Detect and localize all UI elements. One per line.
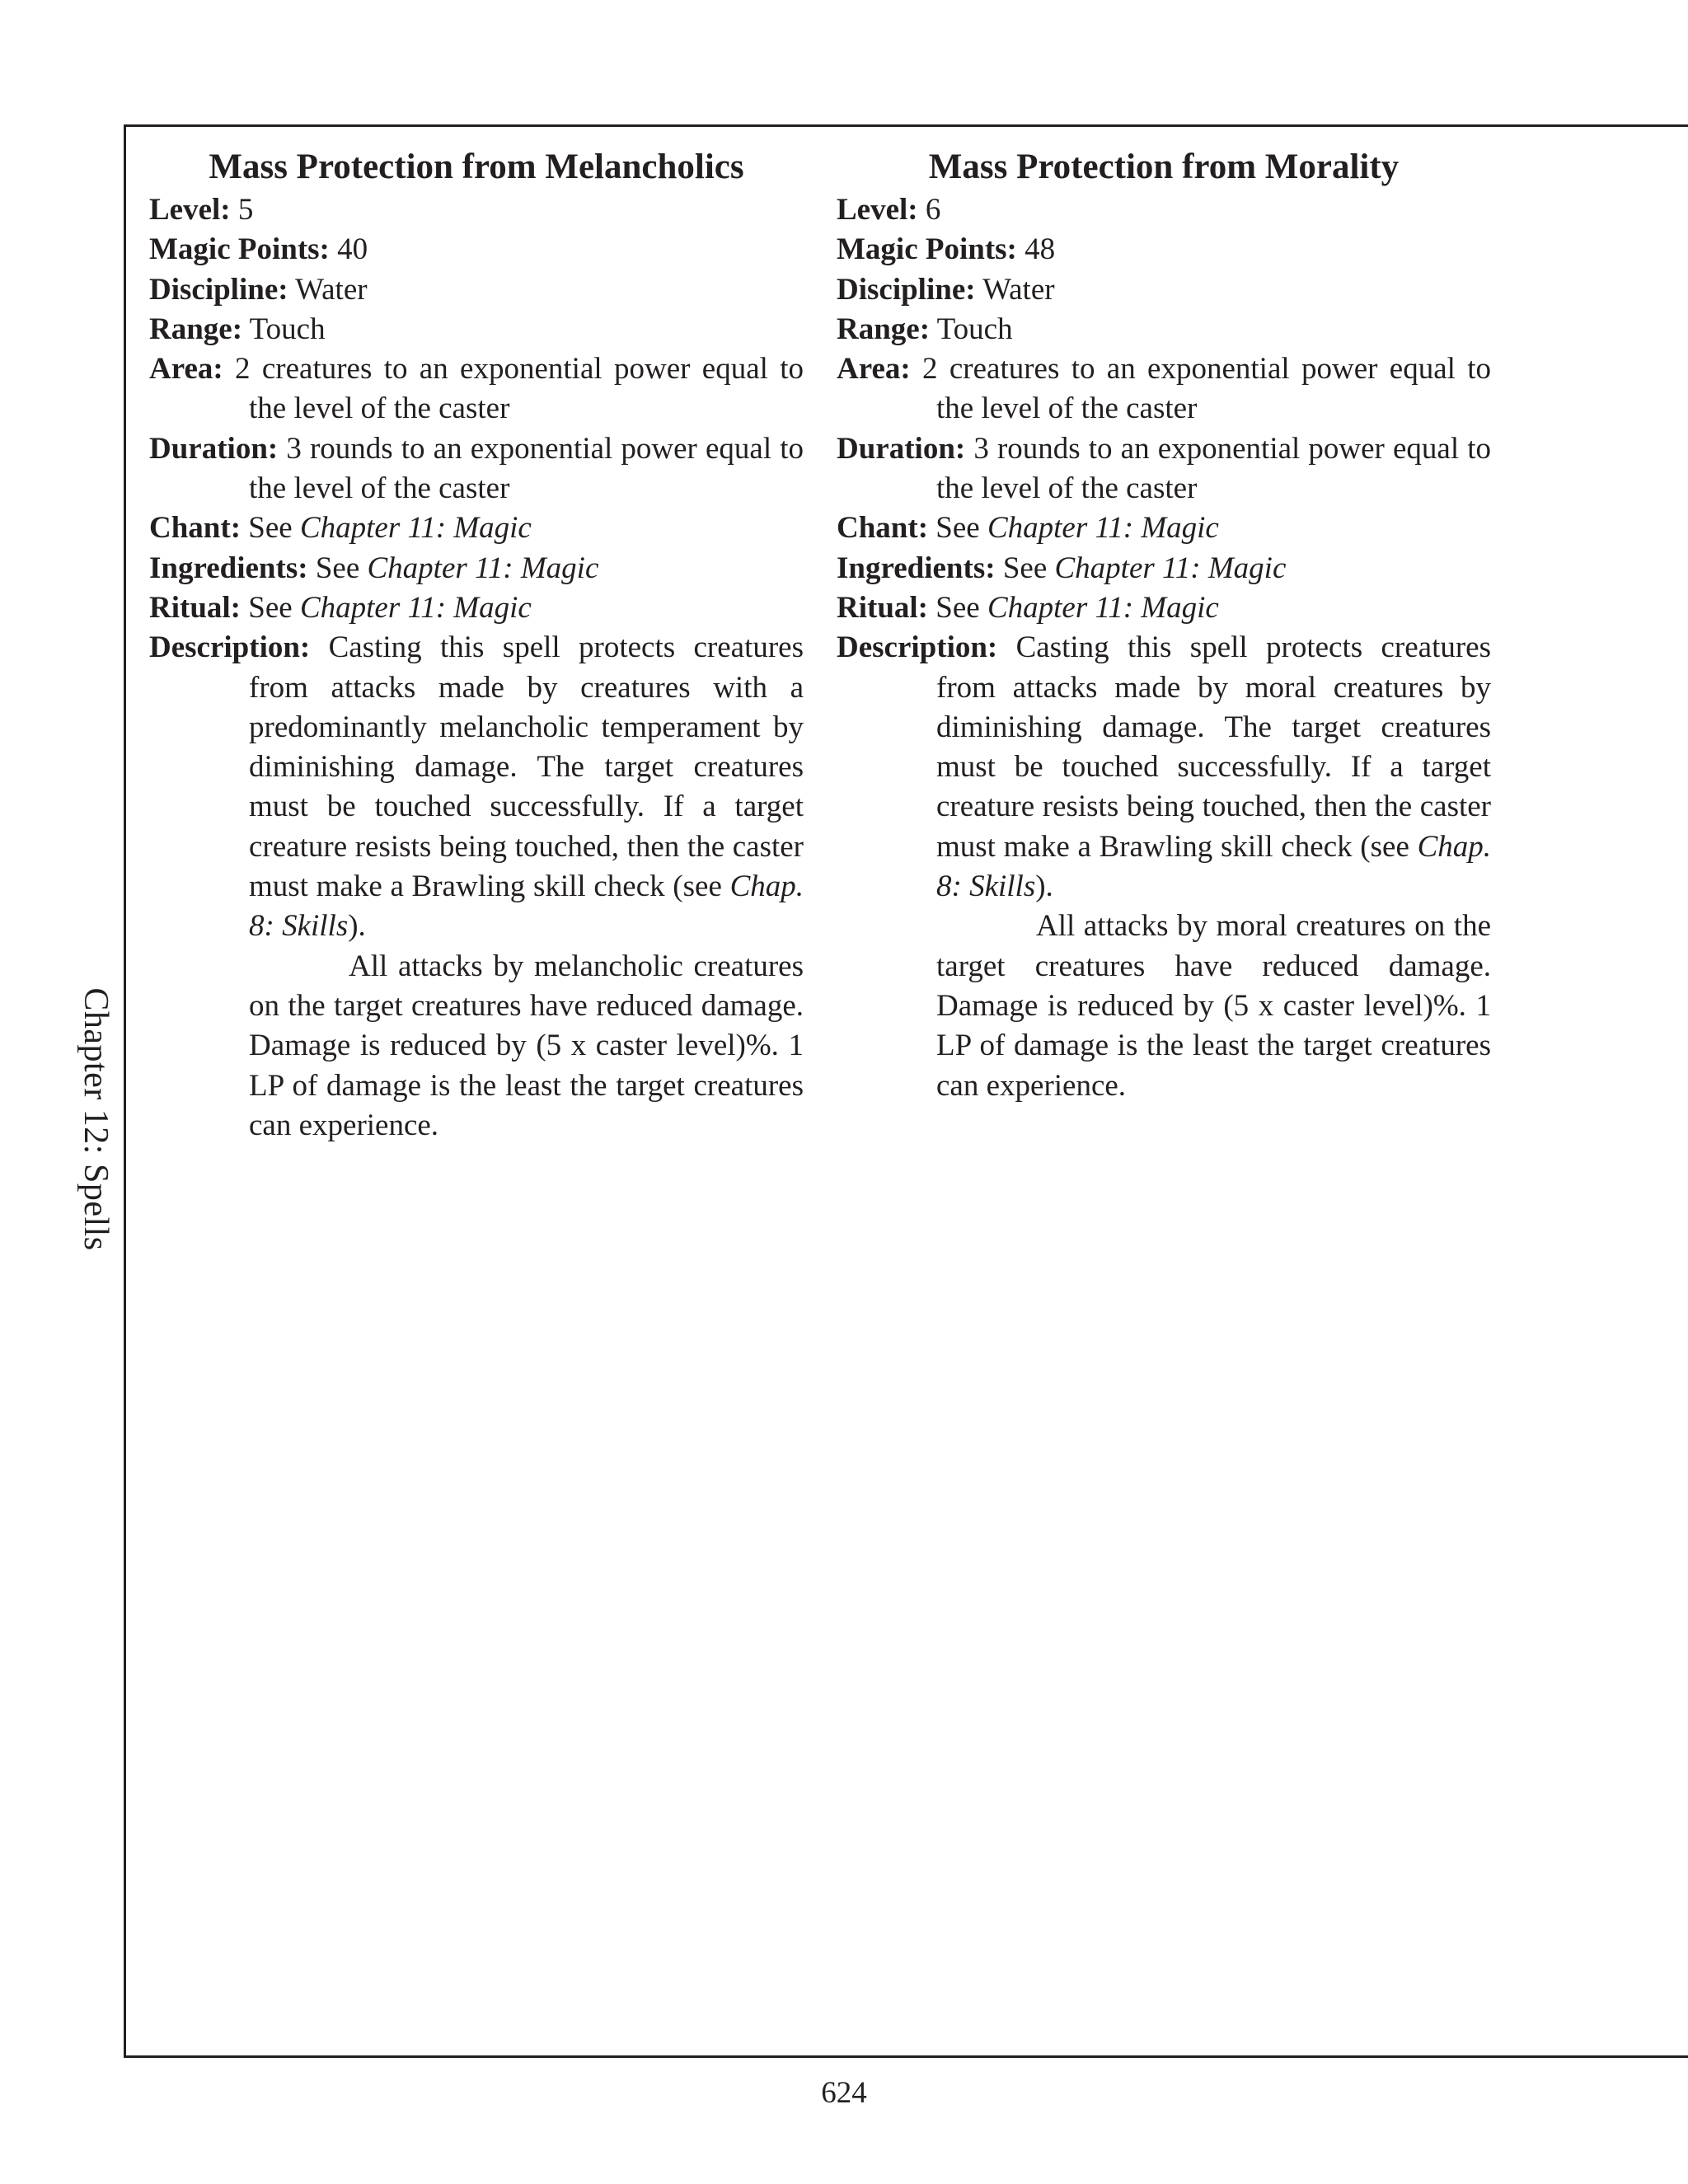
spell-magic-points xyxy=(837,230,1491,269)
field-value: 48 xyxy=(1025,232,1056,267)
field-value: 6 xyxy=(925,193,941,227)
spell-title: Mass Protection from Morality xyxy=(928,148,1400,186)
description-end: ). xyxy=(1035,869,1053,904)
field-label: Area: xyxy=(837,352,911,387)
spell-ritual xyxy=(837,588,1491,628)
spell-chant xyxy=(837,509,1491,548)
spell-title: Mass Protection from Melancholics xyxy=(209,148,744,186)
spell-magic-points xyxy=(149,230,804,269)
spell-level xyxy=(149,190,804,230)
field-label: Level: xyxy=(837,193,918,227)
spell-duration xyxy=(149,429,804,509)
see-text: See xyxy=(1002,551,1048,585)
chapter-reference: Chapter 11: Magic xyxy=(299,511,532,546)
see-text: See xyxy=(248,590,293,625)
field-value: 2 creatures to an exponential power equal to the level of the caster xyxy=(235,352,804,426)
field-label: Magic Points: xyxy=(837,232,1017,267)
chapter-reference: Chapter 11: Magic xyxy=(987,590,1219,625)
spell-description xyxy=(149,628,804,946)
spell-range xyxy=(837,310,1491,349)
description-text: Casting this spell protects creatures from attacks made by creatures with a predominantly melancholic temperament by diminishing damage. The target creatures must be touched successfully. If a target creature resists being touched, then the caster must make a Brawling skill check (see xyxy=(249,630,804,904)
field-value: Water xyxy=(982,272,1055,307)
field-label: Duration: xyxy=(837,431,966,466)
spell-discipline xyxy=(149,270,804,310)
chapter-reference: Chapter 11: Magic xyxy=(299,590,532,625)
field-label: Ingredients: xyxy=(149,551,308,585)
spell-column-left xyxy=(149,147,804,1146)
field-value: 40 xyxy=(337,232,368,267)
spell-column-right xyxy=(837,147,1491,1106)
field-label: Description: xyxy=(149,630,311,665)
description-end: ). xyxy=(348,909,366,944)
spell-ingredients xyxy=(837,549,1491,588)
chapter-side-label: Chapter 12: Spells xyxy=(77,987,115,1251)
spell-description-paragraph: All attacks by moral creatures on the target creatures have reduced damage. Damage is reduced by (5 x caster level)%. 1 LP of damage is the least the target creatures can experience. xyxy=(936,909,1491,1103)
field-label: Chant: xyxy=(149,511,241,546)
description-text: Casting this spell protects creatures from attacks made by moral creatures by diminishing damage. The target creatures must be touched successfully. If a target creature resists being touched, then the caster must make a Brawling skill check (see xyxy=(936,630,1491,864)
spell-discipline xyxy=(837,270,1491,310)
see-text: See xyxy=(248,511,293,546)
spell-range xyxy=(149,310,804,349)
see-text: See xyxy=(935,590,980,625)
field-value: 3 rounds to an exponential power equal to the level of the caster xyxy=(936,431,1491,506)
field-label: Discipline: xyxy=(149,272,288,307)
field-value: Touch xyxy=(936,312,1013,346)
field-label: Ritual: xyxy=(149,590,241,625)
spell-level xyxy=(837,190,1491,230)
field-label: Magic Points: xyxy=(149,232,330,267)
field-value: Water xyxy=(295,272,368,307)
field-label: Duration: xyxy=(149,431,279,466)
chapter-reference: Chapter 11: Magic xyxy=(1054,551,1287,585)
see-text: See xyxy=(935,511,980,546)
spell-area xyxy=(837,349,1491,429)
field-label: Ritual: xyxy=(837,590,928,625)
spell-ingredients xyxy=(149,549,804,588)
see-text: See xyxy=(315,551,360,585)
chapter-reference: Chapter 11: Magic xyxy=(367,551,599,585)
field-value: 2 creatures to an exponential power equal to the level of the caster xyxy=(922,352,1492,426)
field-label: Description: xyxy=(837,630,998,665)
field-label: Range: xyxy=(837,312,931,346)
chapter-reference: Chap. 8: Skills xyxy=(249,869,804,944)
spell-area xyxy=(149,349,804,429)
field-label: Area: xyxy=(149,352,223,387)
field-value: 5 xyxy=(237,193,254,227)
field-label: Level: xyxy=(149,193,231,227)
field-label: Chant: xyxy=(837,511,929,546)
field-value: 3 rounds to an exponential power equal to the level of the caster xyxy=(249,431,804,506)
spell-description xyxy=(837,628,1491,907)
field-label: Range: xyxy=(149,312,243,346)
field-value: Touch xyxy=(249,312,326,346)
field-label: Discipline: xyxy=(837,272,976,307)
page-number: 624 xyxy=(821,2076,867,2110)
spell-description-paragraph: All attacks by melancholic creatures on the target creatures have reduced damage. Damage is reduced by (5 x caster level)%. 1 LP of damage is the least the target creatures can experience. xyxy=(249,949,804,1142)
spell-chant xyxy=(149,509,804,548)
chapter-reference: Chap. 8: Skills xyxy=(936,829,1492,904)
chapter-reference: Chapter 11: Magic xyxy=(987,511,1219,546)
spell-duration xyxy=(837,429,1491,509)
spell-ritual xyxy=(149,588,804,628)
field-label: Ingredients: xyxy=(837,551,996,585)
